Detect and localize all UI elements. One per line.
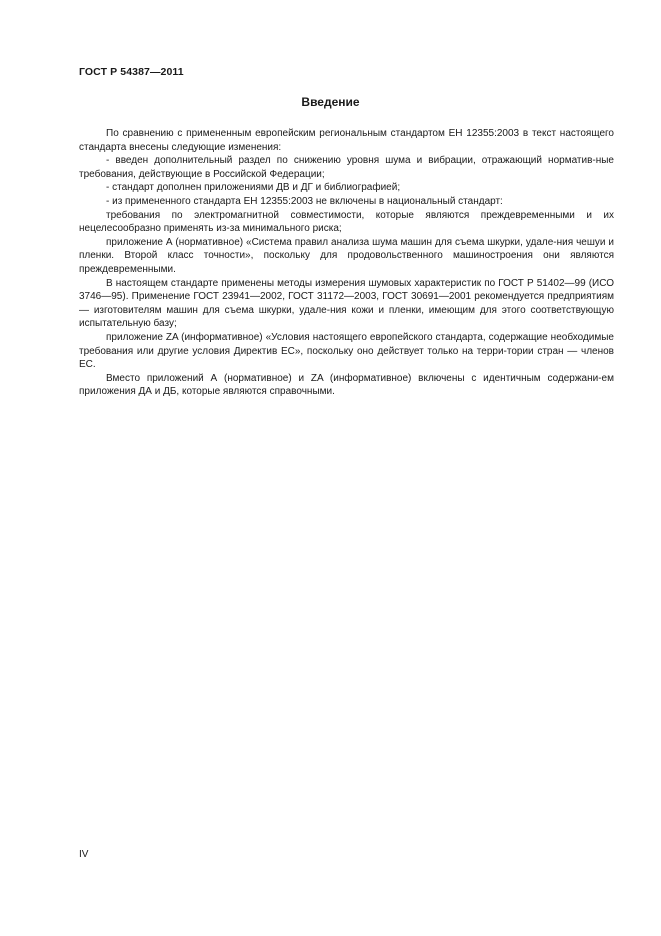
body-text (79, 127, 614, 399)
paragraph-appendix-za: приложение ZA (информативное) «Условия настоящего европейского стандарта, содержащие необходимые требования или другие условия Директив ЕС», поскольку оно действует только на терри-тории стран — членов ЕС. (79, 331, 614, 371)
list-item-excluded: - из примененного стандарта ЕН 12355:2003 не включены в национальный стандарт: (106, 195, 503, 207)
paragraph-intro: По сравнению с примененным европейским региональным стандартом ЕН 12355:2003 в текст настоящего стандарта внесены следующие изменения: (79, 128, 614, 153)
section-title: Введение (301, 95, 360, 109)
document-code-header: ГОСТ Р 54387—2011 (79, 66, 184, 78)
paragraph-appendix-a: приложение А (нормативное) «Система правил анализа шума машин для съема шкурки, удале-ния чешуи и пленки. Второй класс точности», поскольку для продовольственного машиностроения они являются преждевременными. (79, 236, 614, 275)
paragraph-emc: требования по электромагнитной совместимости, которые являются преждевременными и их нецелесообразно применять из-за минимального риска; (79, 209, 614, 235)
paragraph-replacement: Вместо приложений А (нормативное) и ZA (информативное) включены с идентичным содержани-ем приложения ДА и ДБ, которые являются справочными. (79, 372, 614, 398)
list-item-appendices: - стандарт дополнен приложениями ДВ и ДГ и библиографией; (106, 182, 401, 194)
page-number: IV (79, 849, 89, 860)
list-item-added-section: - введен дополнительный раздел по снижению уровня шума и вибрации, отражающий норматив-ные требования, действующие в Российской Федерации; (79, 155, 614, 180)
paragraph-methods: В настоящем стандарте применены методы измерения шумовых характеристик по ГОСТ Р 51402—99 (ИСО 3746—95). Применение ГОСТ 23941—2002, ГОСТ 31172—2003, ГОСТ 30691—2001 рекомендуется предприятиям — изготовителям машин для съема шкурки, удале-ния кожи и пленки, имеющим для этого соответствующую испытательную базу; (79, 277, 614, 330)
